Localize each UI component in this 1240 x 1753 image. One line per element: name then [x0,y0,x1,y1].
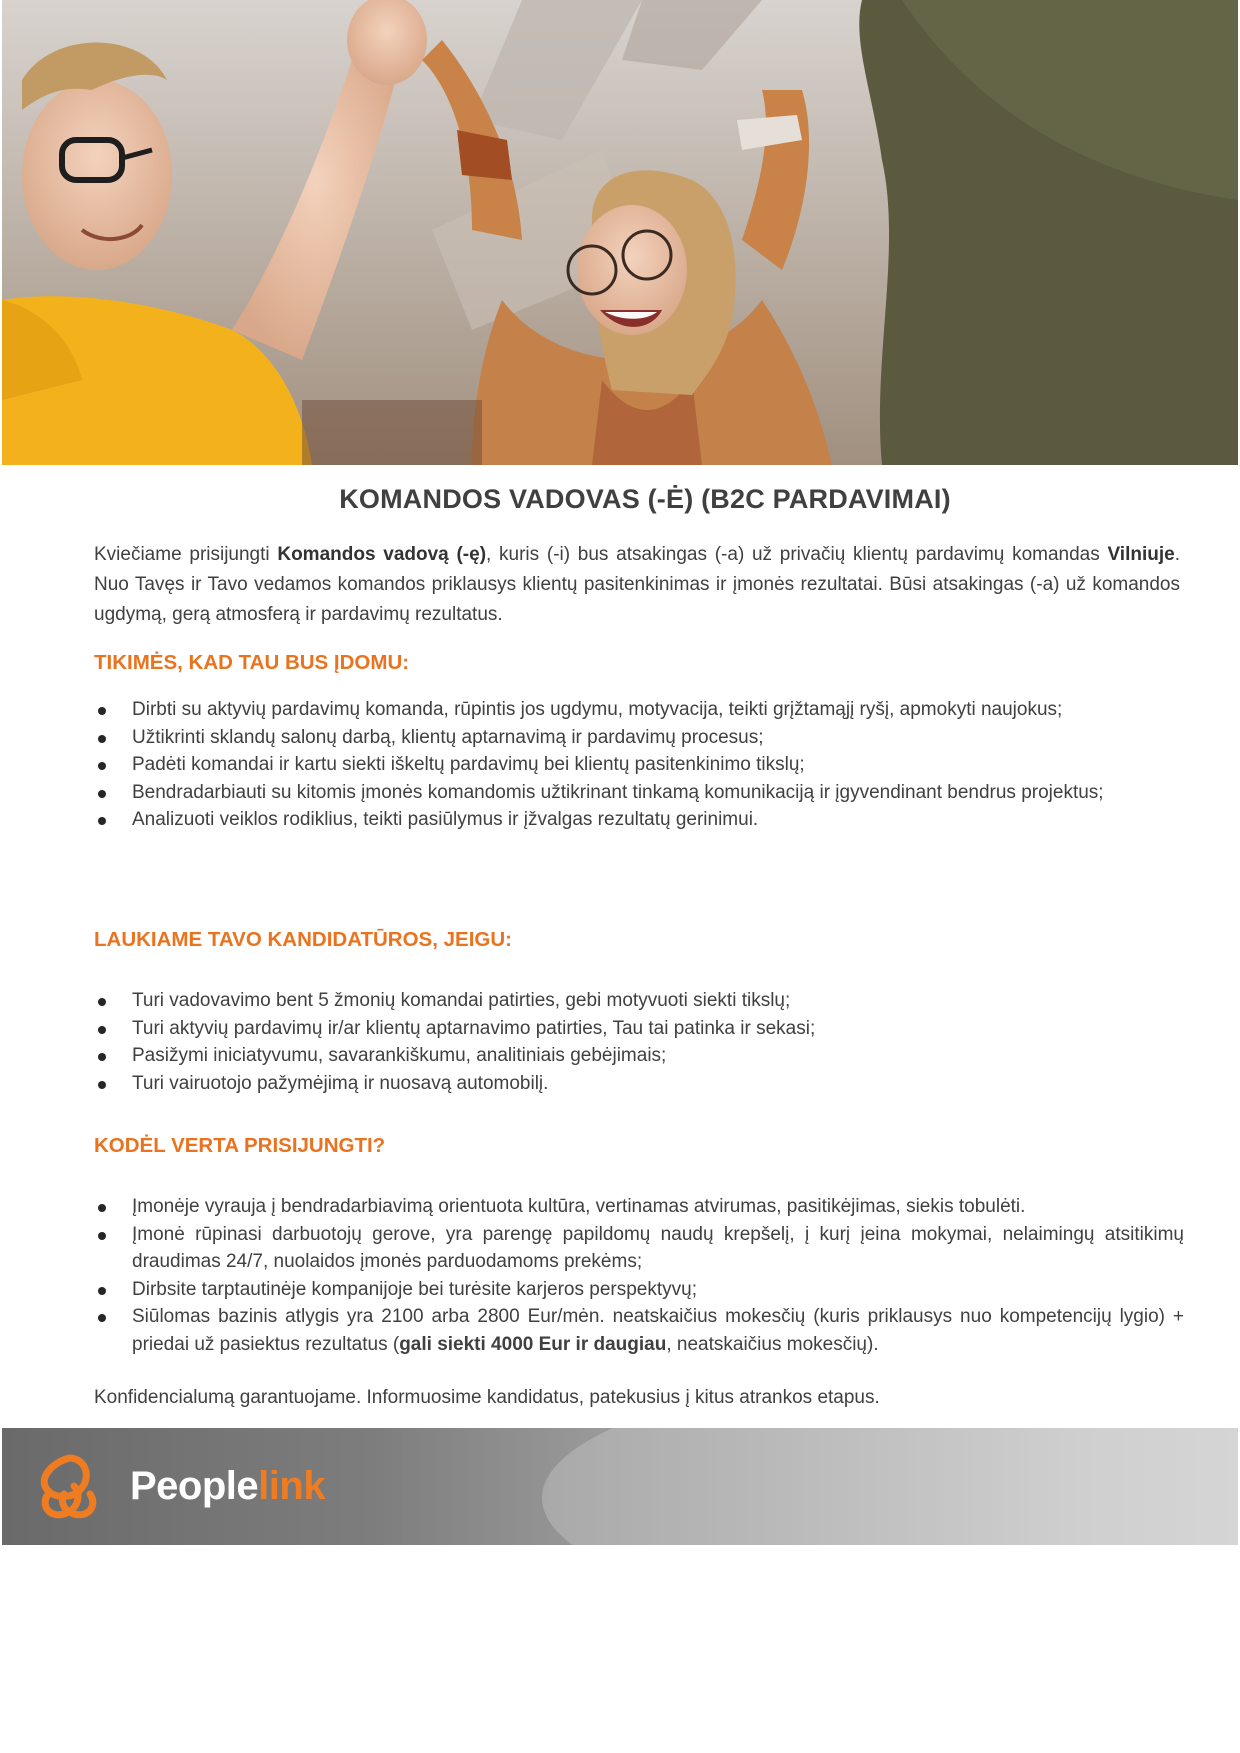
intro-paragraph [94,540,1180,630]
benefits-list [94,1193,1184,1358]
list-item: Užtikrinti sklandų salonų darbą, klientų aptarnavimą ir pardavimų procesus; [94,724,1134,752]
expectations-list [94,696,1134,834]
footer-banner [2,1428,1238,1545]
hero-illustration [2,0,1238,465]
list-item: Įmonėje vyrauja į bendradarbiavimą orientuota kultūra, vertinamas atvirumas, pasitikėjimas, siekis tobulėti. [94,1193,1184,1221]
peoplelink-logo-icon [34,1450,104,1522]
section-heading-expectations: TIKIMĖS, KAD TAU BUS ĮDOMU: [94,651,410,674]
peoplelink-logo [34,1450,325,1522]
requirements-list [94,987,1134,1097]
list-item: Įmonė rūpinasi darbuotojų gerove, yra parengę papildomų naudų krepšelį, į kurį įeina mokymai, nelaimingų atsitikimų draudimas 24/7, nuolaidos įmonės parduodamoms prekėms; [94,1221,1184,1276]
salary-text-pre: Siūlomas bazinis atlygis yra 2100 arba 2800 Eur/mėn. neatskaičius mokesčių (kuris priklausys nuo kompetencijų lygio) + priedai už pasiektus rezultatus ( [132,1306,1184,1355]
intro-text-mid: , kuris (-i) bus atsakingas (-a) už privačių klientų pardavimų komandas [486,544,1108,565]
logo-text-people: People [130,1463,259,1508]
list-item: Analizuoti veiklos rodiklius, teikti pasiūlymus ir įžvalgas rezultatų gerinimui. [94,806,1134,834]
page-title: KOMANDOS VADOVAS (-Ė) (B2C PARDAVIMAI) [339,484,951,514]
logo-text-link: link [258,1463,326,1508]
list-item: Padėti komandai ir kartu siekti iškeltų pardavimų bei klientų pasitenkinimo tikslų; [94,751,1134,779]
list-item: Bendradarbiauti su kitomis įmonės komandomis užtikrinant tinkamą komunikaciją ir įgyvendinant bendrus projektus; [94,779,1134,807]
list-item: Turi vairuotojo pažymėjimą ir nuosavą automobilį. [94,1070,1134,1098]
intro-text-pre: Kviečiame prisijungti [94,544,278,565]
list-item: Dirbti su aktyvių pardavimų komanda, rūpintis jos ugdymu, motyvacija, teikti grįžtamąjį ryšį, apmokyti naujokus; [94,696,1134,724]
salary-text-post: , neatskaičius mokesčių). [666,1333,879,1355]
list-item: Turi aktyvių pardavimų ir/ar klientų aptarnavimo patirties, Tau tai patinka ir sekasi; [94,1015,1134,1043]
intro-role: Komandos vadovą (-ę) [277,544,487,565]
salary-highlight: gali siekti 4000 Eur ir daugiau [399,1333,667,1355]
section-heading-benefits: KODĖL VERTA PRISIJUNGTI? [94,1134,386,1157]
confidentiality-note: Konfidencialumą garantuojame. Informuosime kandidatus, patekusius į kitus atrankos etapus. [94,1387,880,1408]
list-item: Dirbsite tarptautinėje kompanijoje bei turėsite karjeros perspektyvų; [94,1276,1184,1304]
intro-text-post: . Nuo Tavęs ir Tavo vedamos komandos priklausys klientų pasitenkinimas ir įmonės rezultatai. Būsi atsakingas (-a) už komandos ugdymą, gerą atmosferą ir pardavimų rezultatus. [94,544,1180,625]
logo-wordmark [130,1464,325,1509]
list-item-salary [94,1303,1184,1358]
footer-swoosh [542,1428,1238,1545]
intro-city: Vilniuje [1107,544,1175,565]
hero-photo [2,0,1238,465]
list-item: Pasižymi iniciatyvumu, savarankiškumu, analitiniais gebėjimais; [94,1042,1134,1070]
section-heading-requirements: LAUKIAME TAVO KANDIDATŪROS, JEIGU: [94,928,512,951]
list-item: Turi vadovavimo bent 5 žmonių komandai patirties, gebi motyvuoti siekti tikslų; [94,987,1134,1015]
